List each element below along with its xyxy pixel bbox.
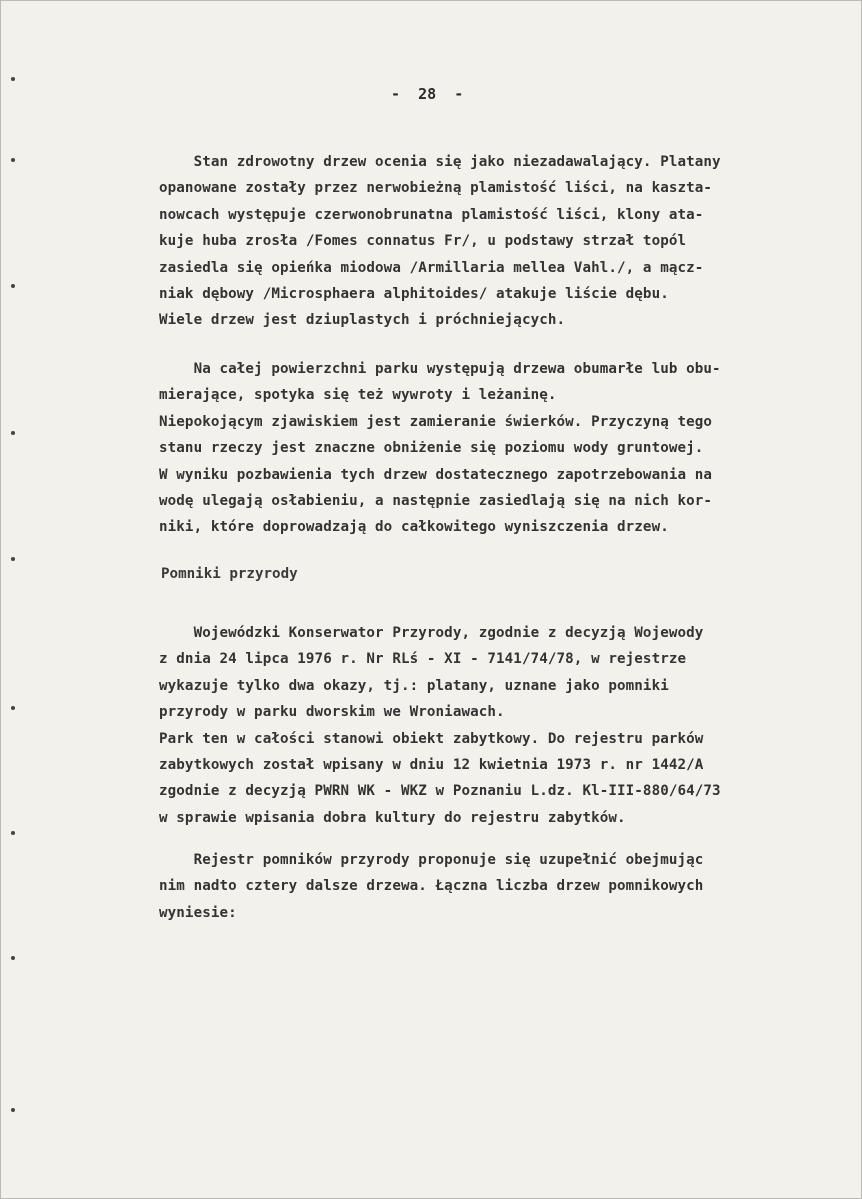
text-line: mierające, spotyka się też wywroty i leżaninę.: [159, 387, 557, 404]
text-line: zgodnie z decyzją PWRN WK - WKZ w Poznaniu L.dz. Kl-III-880/64/73: [159, 783, 721, 800]
text-line: zasiedla się opieńka miodowa /Armillaria mellea Vahl./, a mącz-: [159, 259, 704, 276]
binder-hole-dot: [11, 1108, 15, 1112]
text-line: Park ten w całości stanowi obiekt zabytkowy. Do rejestru parków: [159, 730, 704, 747]
section-heading: Pomniki przyrody: [161, 566, 298, 582]
text-line: w sprawie wpisania dobra kultury do rejestru zabytków.: [159, 809, 626, 826]
text-line: niki, które doprowadzają do całkowitego wyniszczenia drzew.: [159, 519, 669, 536]
text-line: przyrody w parku dworskim we Wroniawach.: [159, 704, 505, 721]
text-line: wodę ulegają osłabieniu, a następnie zasiedlają się na nich kor-: [159, 492, 713, 509]
binder-hole-dot: [11, 158, 15, 162]
text-line: nim nadto cztery dalsze drzewa. Łączna liczba drzew pomnikowych: [159, 878, 704, 895]
text-line: Niepokojącym zjawiskiem jest zamieranie świerków. Przyczyną tego: [159, 413, 713, 430]
text-line: Wojewódzki Konserwator Przyrody, zgodnie z decyzją Wojewody: [159, 625, 704, 641]
binder-hole-dot: [11, 77, 15, 81]
text-line: Stan zdrowotny drzew ocenia się jako niezadawalający. Platany: [159, 154, 721, 170]
text-line: Rejestr pomników przyrody proponuje się uzupełnić obejmując: [159, 852, 704, 868]
text-line: wykazuje tylko dwa okazy, tj.: platany, uznane jako pomniki: [159, 677, 669, 694]
binder-hole-dot: [11, 956, 15, 960]
binder-hole-dot: [11, 831, 15, 835]
paragraph-dying-trees: [159, 356, 721, 541]
paragraph-natural-monuments: [159, 620, 721, 831]
text-line: Na całej powierzchni parku występują drzewa obumarłe lub obu-: [159, 361, 721, 377]
binder-hole-dot: [11, 557, 15, 561]
text-line: niak dębowy /Microsphaera alphitoides/ atakuje liście dębu.: [159, 285, 669, 302]
paragraph-tree-health: [159, 149, 721, 334]
page-number: - 28 -: [391, 85, 464, 103]
paragraph-register-proposal: [159, 847, 703, 926]
binder-hole-dot: [11, 284, 15, 288]
text-line: opanowane zostały przez nerwobieżną plamistość liści, na kaszta-: [159, 180, 713, 197]
binder-hole-dot: [11, 431, 15, 435]
text-line: zabytkowych został wpisany w dniu 12 kwietnia 1973 r. nr 1442/A: [159, 756, 704, 773]
text-line: W wyniku pozbawienia tych drzew dostatecznego zapotrzebowania na: [159, 466, 713, 483]
text-line: Wiele drzew jest dziuplastych i próchniejących.: [159, 312, 566, 329]
text-line: nowcach występuje czerwonobrunatna plamistość liści, klony ata-: [159, 206, 704, 223]
text-line: kuje huba zrosła /Fomes connatus Fr/, u podstawy strzał topól: [159, 233, 687, 250]
binder-hole-dot: [11, 706, 15, 710]
text-line: wyniesie:: [159, 904, 237, 921]
text-line: z dnia 24 lipca 1976 r. Nr RLś - XI - 7141/74/78, w rejestrze: [159, 651, 687, 668]
text-line: stanu rzeczy jest znaczne obniżenie się poziomu wody gruntowej.: [159, 440, 704, 457]
